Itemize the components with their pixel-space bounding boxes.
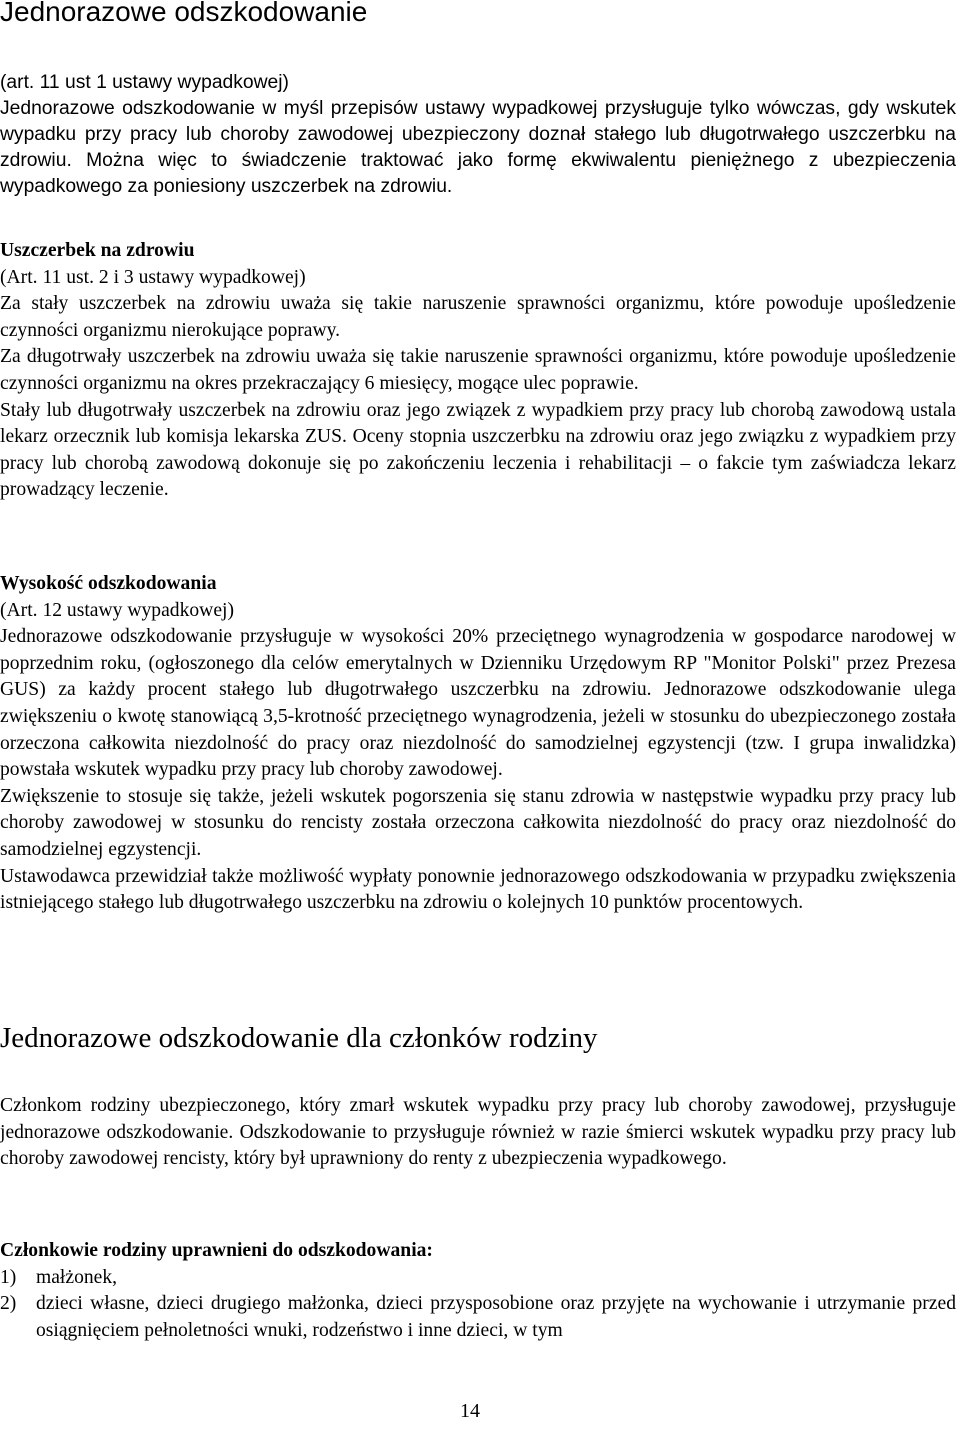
legal-reference: (Art. 11 ust. 2 i 3 ustawy wypadkowej) xyxy=(0,266,306,288)
section-heading: Członkowie rodziny uprawnieni do odszkodowania: xyxy=(0,1240,433,1261)
paragraph: Stały lub długotrwały uszczerbek na zdrowiu oraz jego związek z wypadkiem przy pracy lub chorobą zawodową ustala lekarz orzecznik lub komisja lekarska ZUS. Oceny stopnia uszczerbku na zdrowiu oraz jego związku z wypadkiem przy pracy lub chorobą zawodową dokonuje się po zakończeniu leczenia i rehabilitacji – o fakcie tym zaświadcza lekarz prowadzący leczenie. xyxy=(0,399,956,501)
paragraph: Jednorazowe odszkodowanie przysługuje w wysokości 20% przeciętnego wynagrodzenia w gospodarce narodowej w poprzednim roku, (ogłoszonego dla celów emerytalnych w Dzienniku Urzędowym RP "Monitor Polski" przez Prezesa GUS) za każdy procent stałego lub długotrwałego uszczerbku na zdrowiu. Jednorazowe odszkodowanie ulega zwiększeniu o kwotę stanowiącą 3,5-krotność przeciętnego wynagrodzenia, jeżeli w stosunku do ubezpieczonego została orzeczona całkowita niezdolność do pracy oraz niezdolność do samodzielnej egzystencji (tzw. I grupa inwalidzka) powstała wskutek wypadku przy pracy lub choroby zawodowej. xyxy=(0,626,956,781)
intro-paragraph: Jednorazowe odszkodowanie w myśl przepisów ustawy wypadkowej przysługuje tylko wówczas, gdy wskutek wypadku przy pracy lub choroby zawodowej ubezpieczony doznał stałego lub długotrwałego uszczerbku na zdrowiu. Można więc to świadczenie traktować jako formę ekwiwalentu pieniężnego z ubezpieczenia wypadkowego za poniesiony uszczerbek na zdrowiu. xyxy=(0,98,956,197)
list-item-number: 2) xyxy=(0,1293,17,1315)
list-item xyxy=(0,1291,956,1344)
paragraph: Za stały uszczerbek na zdrowiu uważa się takie naruszenie sprawności organizmu, które powoduje upośledzenie czynności organizmu nierokujące poprawy. xyxy=(0,293,956,341)
paragraph: Zwiększenie to stosuje się także, jeżeli wskutek pogorszenia się stanu zdrowia w następstwie wypadku przy pracy lub choroby zawodowej w stosunku do rencisty została orzeczona całkowita niezdolność do pracy oraz niezdolność do samodzielnej egzystencji. xyxy=(0,785,956,860)
section-title: Jednorazowe odszkodowanie dla członków rodziny xyxy=(0,1022,598,1054)
intro-block xyxy=(0,70,956,200)
legal-reference: (art. 11 ust 1 ustawy wypadkowej) xyxy=(0,72,289,93)
paragraph: Członkom rodziny ubezpieczonego, który zmarł wskutek wypadku przy pracy lub choroby zawodowej, przysługuje jednorazowe odszkodowanie. Odszkodowanie to przysługuje również w razie śmierci wskutek wypadku przy pracy lub choroby zawodowej rencisty, który był uprawniony do renty z ubezpieczenia wypadkowego. xyxy=(0,1095,956,1170)
wysokosc-section xyxy=(0,571,956,917)
list-item xyxy=(0,1265,956,1292)
paragraph: Ustawodawca przewidział także możliwość wypłaty ponownie jednorazowego odszkodowania w przypadku zwiększenia istniejącego stałego lub długotrwałego uszczerbku na zdrowiu o kolejnych 10 punktów procentowych. xyxy=(0,865,956,914)
list-item-number: 1) xyxy=(0,1266,17,1288)
eligible-family-section xyxy=(0,1238,956,1344)
section-heading: Wysokość odszkodowania xyxy=(0,573,217,594)
family-compensation-section xyxy=(0,1093,956,1173)
uszczerbek-section xyxy=(0,238,956,504)
list-item-text: dzieci własne, dzieci drugiego małżonka, dzieci przysposobione oraz przyjęte na wychowanie i utrzymanie przed osiągnięciem pełnoletności wnuki, rodzeństwo i inne dzieci, w tym xyxy=(36,1293,956,1341)
page-number: 14 xyxy=(460,1400,480,1422)
section-heading: Uszczerbek na zdrowiu xyxy=(0,240,195,261)
eligible-family-list xyxy=(0,1265,956,1345)
paragraph: Za długotrwały uszczerbek na zdrowiu uważa się takie naruszenie sprawności organizmu, które powoduje upośledzenie czynności organizmu na okres przekraczający 6 miesięcy, mogące ulec poprawie. xyxy=(0,346,956,394)
legal-reference: (Art. 12 ustawy wypadkowej) xyxy=(0,599,234,621)
page-title: Jednorazowe odszkodowanie xyxy=(0,0,368,27)
list-item-text: małżonek, xyxy=(36,1266,118,1288)
